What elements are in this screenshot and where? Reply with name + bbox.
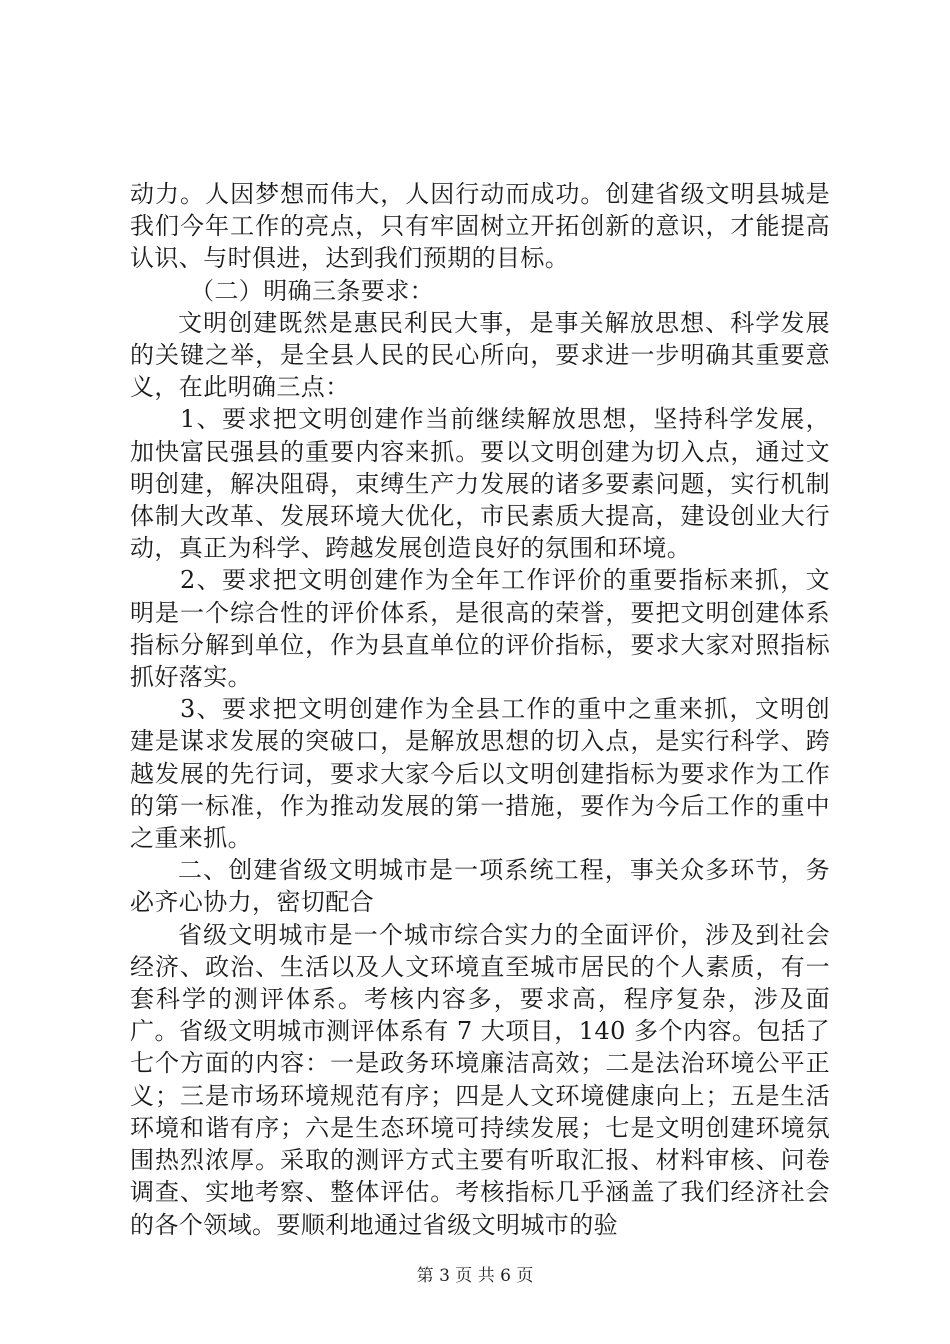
- paragraph-evaluation: 省级文明城市是一个城市综合实力的全面评价，涉及到社会经济、政治、生活以及人文环境直至城市居民的个人素质，有一套科学的测评体系。考核内容多，要求高，程序复杂，涉及面广。省级文明城市测评体系有 7 大项目，140 多个内容。包括了七个方面的内容：一是政务环境廉洁高效；二是法治环境公平正义；三是市场环境规范有序；四是人文环境健康向上；五是生活环境和谐有序；六是生态环境可持续发展；七是文明创建环境氛围热烈浓厚。采取的测评方式主要有听取汇报、材料审核、问卷调查、实地考察、整体评估。考核指标几乎涵盖了我们经济社会的各个领域。要顺利地通过省级文明城市的验: [130, 920, 830, 1239]
- paragraph-continuation: 动力。人因梦想而伟大，人因行动而成功。创建省级文明县城是我们今年工作的亮点，只有牢固树立开拓创新的意识，才能提高认识、与时俱进，达到我们预期的目标。: [130, 180, 830, 273]
- section-heading-requirements: （二）明确三条要求：: [190, 276, 434, 305]
- document-body: [130, 178, 830, 1241]
- paragraph-intro: 文明创建既然是惠民利民大事，是事关解放思想、科学发展的关键之举，是全县人民的民心所向，要求进一步明确其重要意义，在此明确三点：: [130, 308, 830, 402]
- numbered-item-1: 1、要求把文明创建作当前继续解放思想，坚持科学发展，加快富民强县的重要内容来抓。要以文明创建为切入点，通过文明创建，解决阻碍，束缚生产力发展的诸多要素问题，实行机制体制大改革、发展环境大优化，市民素质大提高，建设创业大行动，真正为科学、跨越发展创造良好的氛围和环境。: [130, 405, 830, 563]
- page-footer: 第 3 页 共 6 页: [416, 1266, 534, 1286]
- section-heading-two: 二、创建省级文明城市是一项系统工程，事关众多环节，务必齐心协力，密切配合: [130, 856, 830, 917]
- numbered-item-2: 2、要求把文明创建作为全年工作评价的重要指标来抓，文明是一个综合性的评价体系，是很高的荣誉，要把文明创建体系指标分解到单位，作为县直单位的评价指标，要求大家对照指标抓好落实。: [130, 566, 830, 692]
- numbered-item-3: 3、要求把文明创建作为全县工作的重中之重来抓，文明创建是谋求发展的突破口，是解放思想的切入点，是实行科学、跨越发展的先行词，要求大家今后以文明创建指标为要求作为工作的第一标准，作为推动发展的第一措施，要作为今后工作的重中之重来抓。: [130, 695, 830, 853]
